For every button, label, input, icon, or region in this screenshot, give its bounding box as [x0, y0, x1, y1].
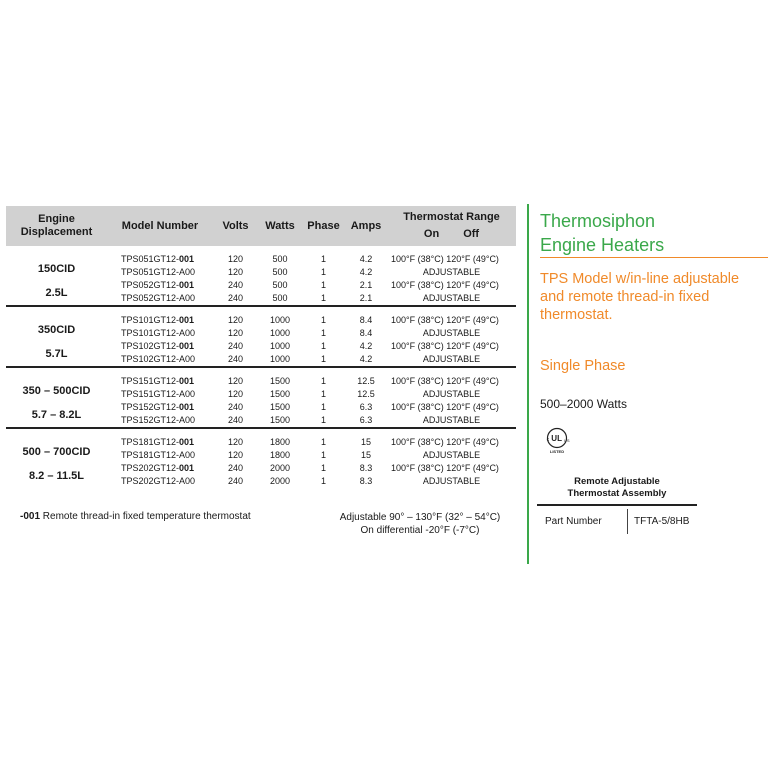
volts-cell: 120	[227, 328, 244, 338]
amps-cell: 2.1	[359, 293, 373, 303]
thermostat-cell: 100°F (38°C) 120°F (49°C)	[391, 280, 499, 290]
watts-cell: 1000	[269, 354, 291, 364]
phase-cell: 1	[320, 354, 326, 364]
table-body	[6, 246, 516, 488]
thermostat-cell: ADJUSTABLE	[422, 476, 481, 486]
displacement-cid: 150CID	[37, 263, 76, 275]
model-number-cell	[107, 388, 213, 401]
header-model-number: Model Number	[107, 206, 213, 246]
model-number-cell	[107, 306, 213, 327]
volts-cell: 240	[227, 476, 244, 486]
subtitle: TPS Model w/in-line adjustable and remote thread-in fixed thermostat.	[540, 271, 740, 323]
model-suffix: 001	[179, 280, 195, 290]
header-watts: Watts	[258, 206, 302, 246]
watts-cell: 1500	[269, 389, 291, 399]
model-number: TPS102GT12-	[121, 341, 180, 351]
displacement-cell	[6, 306, 107, 367]
amps-cell: 8.3	[359, 476, 373, 486]
amps-cell: 4.2	[359, 341, 373, 351]
amps-cell: 12.5	[357, 389, 375, 399]
volts-cell: 120	[213, 306, 258, 327]
model-number: TPS051GT12-A00	[121, 267, 196, 277]
thermostat-cell: 100°F (38°C) 120°F (49°C)	[391, 341, 499, 351]
model-number-cell	[107, 340, 213, 353]
model-number: TPS052GT12-A00	[121, 293, 196, 303]
watts-cell: 1500	[269, 402, 291, 412]
model-number: TPS202GT12-	[121, 463, 180, 473]
header-thermostat-range	[387, 206, 516, 246]
thermostat-on-label: On	[423, 228, 440, 240]
thermostat-cell: ADJUSTABLE	[422, 328, 481, 338]
model-number-cell	[107, 292, 213, 306]
thermostat-cell: 100°F (38°C) 120°F (49°C)	[391, 402, 499, 412]
watts-cell: 1500	[258, 367, 302, 388]
displacement-cid: 500 – 700CID	[22, 446, 91, 458]
part-number-row	[537, 506, 697, 537]
model-number: TPS101GT12-	[121, 315, 180, 325]
model-number-cell	[107, 462, 213, 475]
watts-cell: 1800	[269, 450, 291, 460]
phase-cell: 1	[320, 293, 326, 303]
model-number: TPS181GT12-A00	[121, 450, 196, 460]
model-number: TPS181GT12-	[121, 437, 180, 447]
phase-cell: 1	[320, 254, 326, 264]
thermostat-cell: 100°F (38°C) 120°F (49°C)	[387, 367, 516, 388]
header-engine-displacement: Engine Displacement	[6, 206, 107, 246]
model-number: TPS102GT12-A00	[121, 354, 196, 364]
displacement-liters: 5.7L	[45, 348, 68, 360]
model-number: TPS101GT12-A00	[121, 328, 196, 338]
watts-cell: 2000	[269, 476, 291, 486]
phase-cell: 1	[302, 428, 345, 449]
footnote-001	[20, 511, 251, 522]
phase-cell: 1	[320, 389, 326, 399]
cert-us: US	[564, 438, 570, 443]
model-number-cell	[107, 475, 213, 488]
model-suffix: 001	[179, 341, 195, 351]
displacement-cell	[6, 246, 107, 306]
volts-cell: 120	[227, 254, 244, 264]
thermostat-cell: ADJUSTABLE	[422, 354, 481, 364]
thermostat-cell: ADJUSTABLE	[422, 450, 481, 460]
footnote-adjustable-line1: Adjustable 90° – 130°F (32° – 54°C)	[339, 512, 501, 523]
remote-title-line1: Remote Adjustable	[574, 476, 660, 487]
footnote-adjustable	[320, 511, 520, 537]
phase-label: Single Phase	[540, 358, 626, 374]
amps-cell: 4.2	[359, 254, 373, 264]
volts-cell: 240	[227, 354, 244, 364]
model-number: TPS152GT12-	[121, 402, 180, 412]
model-number-cell	[107, 428, 213, 449]
title-underline	[540, 257, 768, 258]
model-number: TPS151GT12-	[121, 376, 180, 386]
displacement-liters: 8.2 – 11.5L	[28, 470, 85, 482]
displacement-liters: 2.5L	[45, 287, 68, 299]
watts-cell: 1500	[269, 415, 291, 425]
amps-cell: 6.3	[359, 415, 373, 425]
title-line2: Engine Heaters	[540, 235, 665, 255]
thermostat-cell: ADJUSTABLE	[422, 415, 481, 425]
thermostat-cell: 100°F (38°C) 120°F (49°C)	[391, 463, 499, 473]
volts-cell: 240	[227, 293, 244, 303]
thermostat-cell: 100°F (38°C) 120°F (49°C)	[387, 428, 516, 449]
amps-cell: 4.2	[359, 354, 373, 364]
amps-cell: 4.2	[359, 267, 373, 277]
watts-range: 500–2000 Watts	[540, 397, 627, 411]
phase-cell: 1	[320, 341, 326, 351]
table-row	[6, 306, 516, 327]
header-phase: Phase	[302, 206, 345, 246]
header-volts: Volts	[213, 206, 258, 246]
volts-cell: 240	[227, 402, 244, 412]
model-number: TPS202GT12-A00	[121, 476, 196, 486]
model-number-cell	[107, 246, 213, 266]
title-line1: Thermosiphon	[540, 211, 656, 231]
displacement-liters: 5.7 – 8.2L	[31, 409, 82, 421]
cul-us-listed-icon	[538, 427, 578, 455]
volts-cell: 240	[227, 415, 244, 425]
amps-cell: 8.4	[359, 328, 373, 338]
part-number-value: TFTA-5/8HB	[634, 515, 690, 527]
remote-title-line2: Thermostat Assembly	[567, 488, 667, 499]
thermostat-cell: ADJUSTABLE	[422, 293, 481, 303]
watts-cell: 500	[272, 280, 288, 290]
amps-cell: 15	[345, 428, 387, 449]
remote-thermostat-box	[537, 476, 697, 537]
table-row	[6, 246, 516, 266]
phase-cell: 1	[320, 476, 326, 486]
volts-cell: 120	[213, 428, 258, 449]
table-row	[6, 367, 516, 388]
model-number-cell	[107, 327, 213, 340]
page-title	[540, 209, 664, 257]
cert-listed: LISTED	[549, 449, 565, 454]
watts-cell: 500	[272, 254, 288, 264]
volts-cell: 120	[227, 389, 244, 399]
volts-cell: 240	[227, 280, 244, 290]
model-number-cell	[107, 353, 213, 367]
model-suffix: 001	[179, 463, 195, 473]
displacement-cid: 350CID	[37, 324, 76, 336]
model-number: TPS152GT12-A00	[121, 415, 196, 425]
watts-cell: 1800	[258, 428, 302, 449]
model-number: TPS051GT12-	[121, 254, 180, 264]
model-number: TPS052GT12-	[121, 280, 180, 290]
watts-cell: 500	[272, 293, 288, 303]
phase-cell: 1	[320, 267, 326, 277]
thermostat-cell: 100°F (38°C) 120°F (49°C)	[391, 254, 499, 264]
model-suffix: 001	[179, 402, 195, 412]
volts-cell: 120	[213, 367, 258, 388]
thermostat-range-label: Thermostat Range	[403, 211, 500, 223]
displacement-cell	[6, 428, 107, 488]
phase-cell: 1	[320, 328, 326, 338]
model-suffix: 001	[179, 254, 195, 264]
phase-cell: 1	[320, 280, 326, 290]
thermostat-cell: ADJUSTABLE	[422, 389, 481, 399]
watts-cell: 1000	[269, 328, 291, 338]
model-number-cell	[107, 414, 213, 428]
footnote-code: -001	[20, 511, 41, 522]
amps-cell: 12.5	[345, 367, 387, 388]
model-suffix: 001	[179, 315, 195, 325]
model-number-cell	[107, 401, 213, 414]
green-divider	[527, 204, 529, 564]
model-number-cell	[107, 266, 213, 279]
displacement-cell	[6, 367, 107, 428]
displacement-cid: 350 – 500CID	[22, 385, 91, 397]
model-number-cell	[107, 279, 213, 292]
footnote-code-text: Remote thread-in fixed temperature thermostat	[40, 511, 251, 522]
volts-cell: 120	[227, 267, 244, 277]
model-suffix: 001	[179, 437, 195, 447]
table-header-row	[6, 206, 516, 246]
remote-thermostat-title	[537, 476, 697, 500]
phase-cell: 1	[320, 450, 326, 460]
model-number-cell	[107, 449, 213, 462]
volts-cell: 240	[227, 341, 244, 351]
table-row	[6, 428, 516, 449]
spec-table	[6, 206, 516, 488]
part-number-label: Part Number	[545, 515, 602, 527]
amps-cell: 6.3	[359, 402, 373, 412]
amps-cell: 15	[360, 450, 371, 460]
amps-cell: 8.4	[345, 306, 387, 327]
watts-cell: 500	[272, 267, 288, 277]
thermostat-off-label: Off	[463, 228, 480, 240]
amps-cell: 8.3	[359, 463, 373, 473]
model-number: TPS151GT12-A00	[121, 389, 196, 399]
phase-cell: 1	[320, 402, 326, 412]
phase-cell: 1	[320, 463, 326, 473]
cert-ul: UL	[551, 434, 562, 443]
cert-c: c	[546, 437, 550, 443]
volts-cell: 240	[227, 463, 244, 473]
watts-cell: 2000	[269, 463, 291, 473]
header-amps: Amps	[345, 206, 387, 246]
footnote-adjustable-line2: On differential -20°F (-7°C)	[360, 525, 480, 536]
phase-cell: 1	[320, 415, 326, 425]
volts-cell: 120	[227, 450, 244, 460]
model-number-cell	[107, 367, 213, 388]
amps-cell: 2.1	[359, 280, 373, 290]
thermostat-cell: 100°F (38°C) 120°F (49°C)	[387, 306, 516, 327]
phase-cell: 1	[302, 367, 345, 388]
phase-cell: 1	[302, 306, 345, 327]
watts-cell: 1000	[269, 341, 291, 351]
thermostat-cell: ADJUSTABLE	[422, 267, 481, 277]
watts-cell: 1000	[258, 306, 302, 327]
model-suffix: 001	[179, 376, 195, 386]
